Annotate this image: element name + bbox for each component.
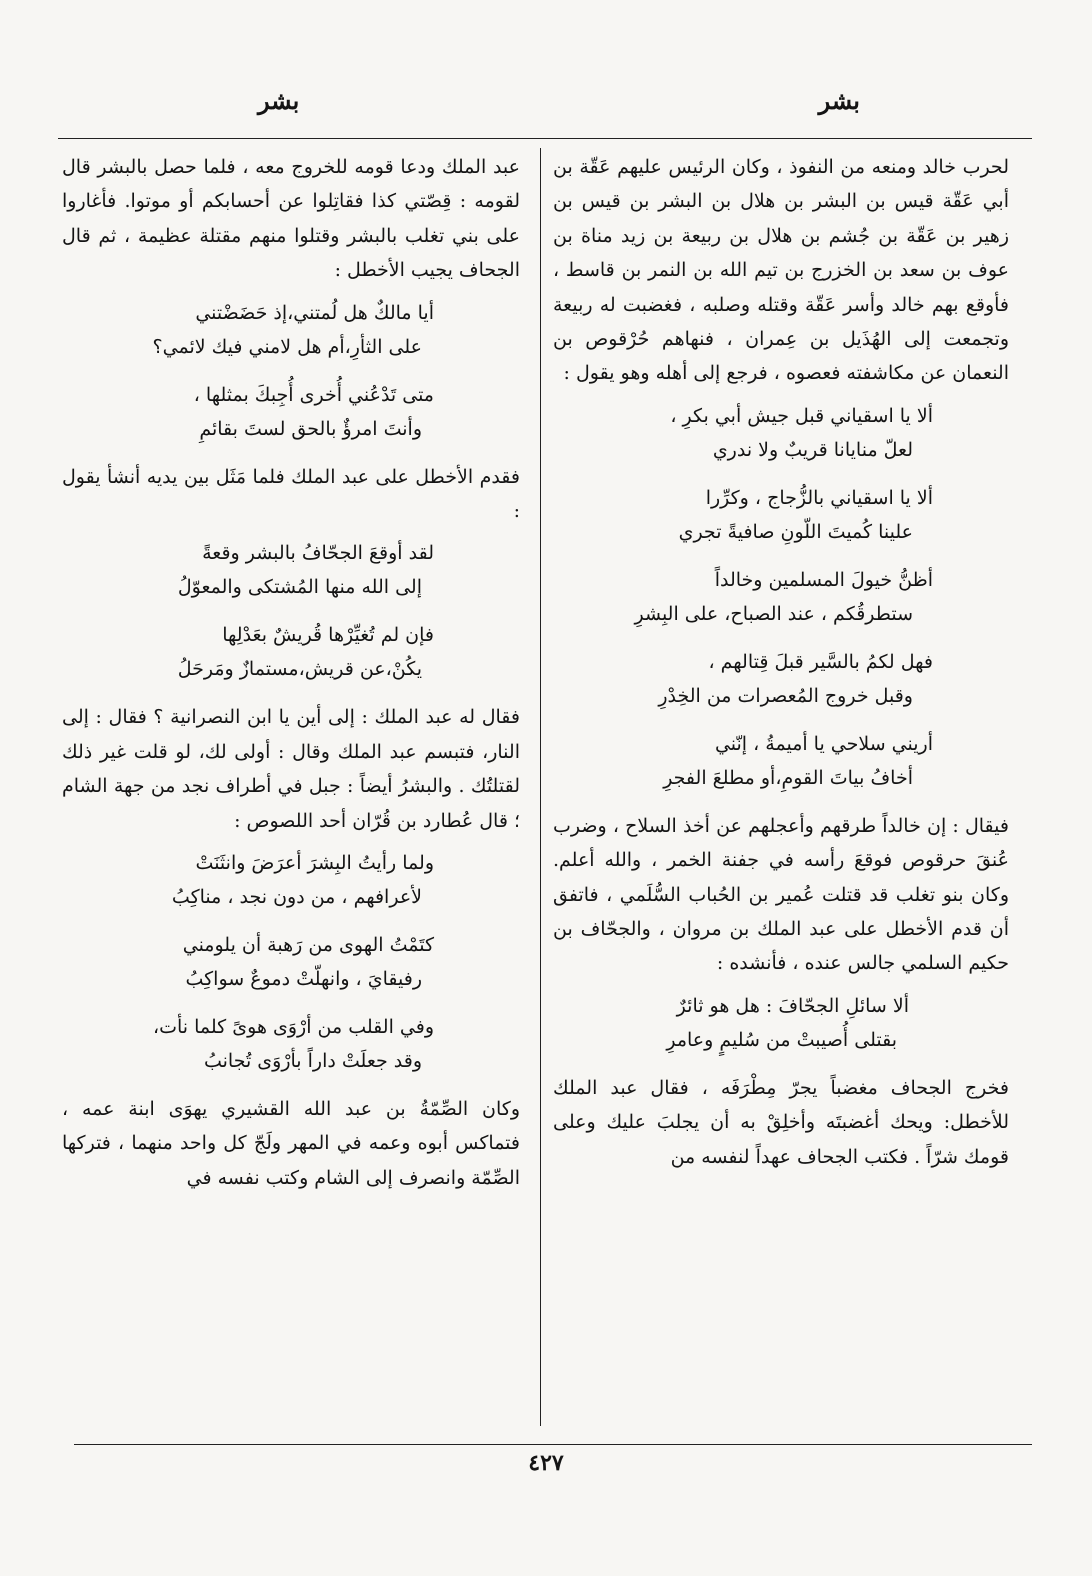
footer-rule	[74, 1444, 1032, 1445]
right-paragraph-2: فيقال : إن خالداً طرقهم وأعجلهم عن أخذ السلاح ، وضرب عُنقَ حرقوص فوقعَ رأسه في جفنة الخمر ، والله أعلم. وكان بنو تغلب قد قتلت عُمير بن الحُباب السُّلَمي ، فاتفق أن قدم الأخطل على عبد الملك بن مروان ، والجحّاف بن حكيم السلمي جالس عنده ، فأنشده :	[553, 814, 1009, 975]
hemistich: على الثأرِ،أم هل لامني فيك لائمي؟	[152, 335, 422, 358]
hemistich: وفي القلب من أرْوَى هوىً كلما نأت،	[152, 1016, 434, 1039]
hemistich: ولما رأيتُ البِشرَ أعرَضَ وانثَنَتْ	[195, 852, 434, 875]
hemistich: لقد أوقعَ الجحّافُ بالبشر وقعةً	[202, 542, 434, 565]
couplet	[62, 846, 520, 914]
hemistich: إلى الله منها المُشتكى والمعوّلُ	[177, 576, 422, 599]
left-column	[62, 150, 520, 1195]
couplet	[553, 563, 1009, 631]
couplet	[62, 536, 520, 604]
hemistich: وقبل خروج المُعصرات من الخِدْرِ	[658, 684, 913, 707]
hemistich: أظنُّ خيولَ المسلمين وخالداً	[714, 568, 933, 591]
hemistich: وأنتَ امرؤٌ بالحق لستَ بقائمِ	[199, 417, 422, 440]
hemistich: فهل لكمُ بالسَّير قبلَ قِتالهم ،	[708, 650, 933, 673]
couplet	[62, 618, 520, 686]
right-poem-1	[553, 399, 1009, 795]
hemistich: ستطرقُكم ، عند الصباح، على البِشرِ	[634, 602, 913, 625]
right-running-header: بشر	[818, 86, 860, 115]
hemistich: متى تَدْعُني أُخرى أُجِبكَ بمثلها ،	[193, 383, 434, 406]
couplet	[553, 481, 1009, 549]
hemistich: يكُنْ،عن قريش،مستمازٌ ومَرحَلُ	[177, 658, 422, 681]
header-rule	[58, 138, 1032, 139]
hemistich: أخافُ بياتَ القومِ،أو مطلعَ الفجرِ	[663, 766, 913, 789]
hemistich: رفيقايَ ، وانهلّتْ دموعٌ سواكِبُ	[185, 968, 422, 991]
couplet	[62, 296, 520, 364]
hemistich: فإن لم تُغيِّرْها قُريشٌ بعَدْلِها	[222, 624, 434, 647]
hemistich: بقتلى أُصيبتْ من سُليمٍ وعامرِ	[666, 1028, 897, 1051]
couplet	[553, 399, 1009, 467]
couplet	[62, 378, 520, 446]
couplet	[553, 727, 1009, 795]
hemistich: وقد جعلَتْ داراً بأرْوَى تُجانبُ	[203, 1050, 422, 1073]
right-paragraph-3: فخرج الجحاف مغضباً يجرّ مِطْرَفَه ، فقال عبد الملك للأخطل: ويحك أغضبتَه وأخلِقْ به أن يجلبَ عليك وعلى قومك شرّاً . فكتب الجحاف عهداً لنفسه من	[553, 1076, 1009, 1168]
hemistich: أيا مالكٌ هل لُمتني،إذ حَضَضْتني	[195, 301, 434, 324]
right-paragraph-1: لحرب خالد ومنعه من النفوذ ، وكان الرئيس عليهم عَقّة بن أبي عَقّة قيس بن البشر بن هلال بن البشر بن قيس بن زهير بن عَقّة بن جُشم بن هلال بن ربيعة بن زيد مناة بن عوف بن سعد بن الخزرج بن تيم الله بن النمر بن قاسط ، فأوقع بهم خالد وأسر عَقّة وقتله وصلبه ، فغضبت له ربيعة وتجمعت إلى الهُذَيل بن عِمران ، فنهاهم حُرْقوص بن النعمان عن مكاشفته فعصوه ، فرجع إلى أهله وهو يقول :	[553, 156, 1009, 385]
hemistich: لأعرافهم ، من دون نجد ، مناكِبُ	[171, 886, 422, 909]
left-poem-2	[62, 536, 520, 686]
left-paragraph-2: فقدم الأخطل على عبد الملك فلما مَثَل بين يديه أنشأ يقول :	[62, 465, 520, 523]
couplet	[553, 645, 1009, 713]
hemistich: ألا يا اسقياني قبل جيش أبي بكرِ ،	[670, 404, 933, 427]
right-poem-2	[553, 989, 1009, 1057]
couplet	[553, 989, 1009, 1057]
left-paragraph-4: وكان الصِّمّةُ بن عبد الله القشيري يهوَى ابنة عمه ، فتماكس أبوه وعمه في المهر ولَجّ كل واحد منهما ، فتركها الصِّمّة وانصرف إلى الشام وكتب نفسه في	[62, 1098, 520, 1189]
couplet	[62, 928, 520, 996]
couplet	[62, 1010, 520, 1078]
hemistich: ألا سائلِ الجحّافَ : هل هو ثائرٌ	[676, 994, 909, 1017]
right-column	[553, 150, 1009, 1174]
left-running-header: بشر	[258, 86, 300, 115]
left-paragraph-1: عبد الملك ودعا قومه للخروج معه ، فلما حصل بالبشر قال لقومه : قِصّتي كذا فقاتِلوا عن أحسابكم أو موتوا. فأغاروا على بني تغلب بالبشر وقتلوا منهم مقتلة عظيمة ، ثم قال الجحاف يجيب الأخطل :	[62, 156, 520, 282]
hemistich: ألا يا اسقياني بالزُّجاج ، وكرِّرا	[705, 486, 933, 509]
left-poem-1	[62, 296, 520, 446]
hemistich: كتَمْتُ الهوى من رَهبة أن يلومني	[182, 934, 434, 957]
column-divider	[540, 148, 541, 1426]
left-poem-3	[62, 846, 520, 1078]
page-number: ٤٢٧	[528, 1450, 564, 1476]
left-paragraph-3: فقال له عبد الملك : إلى أين يا ابن النصرانية ؟ فقال : إلى النار، فتبسم عبد الملك وقال : أولى لك، لو قلت غير ذلك لقتلتُك . والبشرُ أيضاً : جبل في أطراف نجد من جهة الشام ؛ قال عُطارد بن قُرّان أحد اللصوص :	[62, 706, 520, 832]
hemistich: علينا كُميتَ اللّونِ صافيةً تجري	[678, 520, 913, 543]
hemistich: أريني سلاحي يا أميمةُ ، إنّني	[714, 732, 933, 755]
hemistich: لعلّ منايانا قريبٌ ولا ندري	[712, 438, 913, 461]
